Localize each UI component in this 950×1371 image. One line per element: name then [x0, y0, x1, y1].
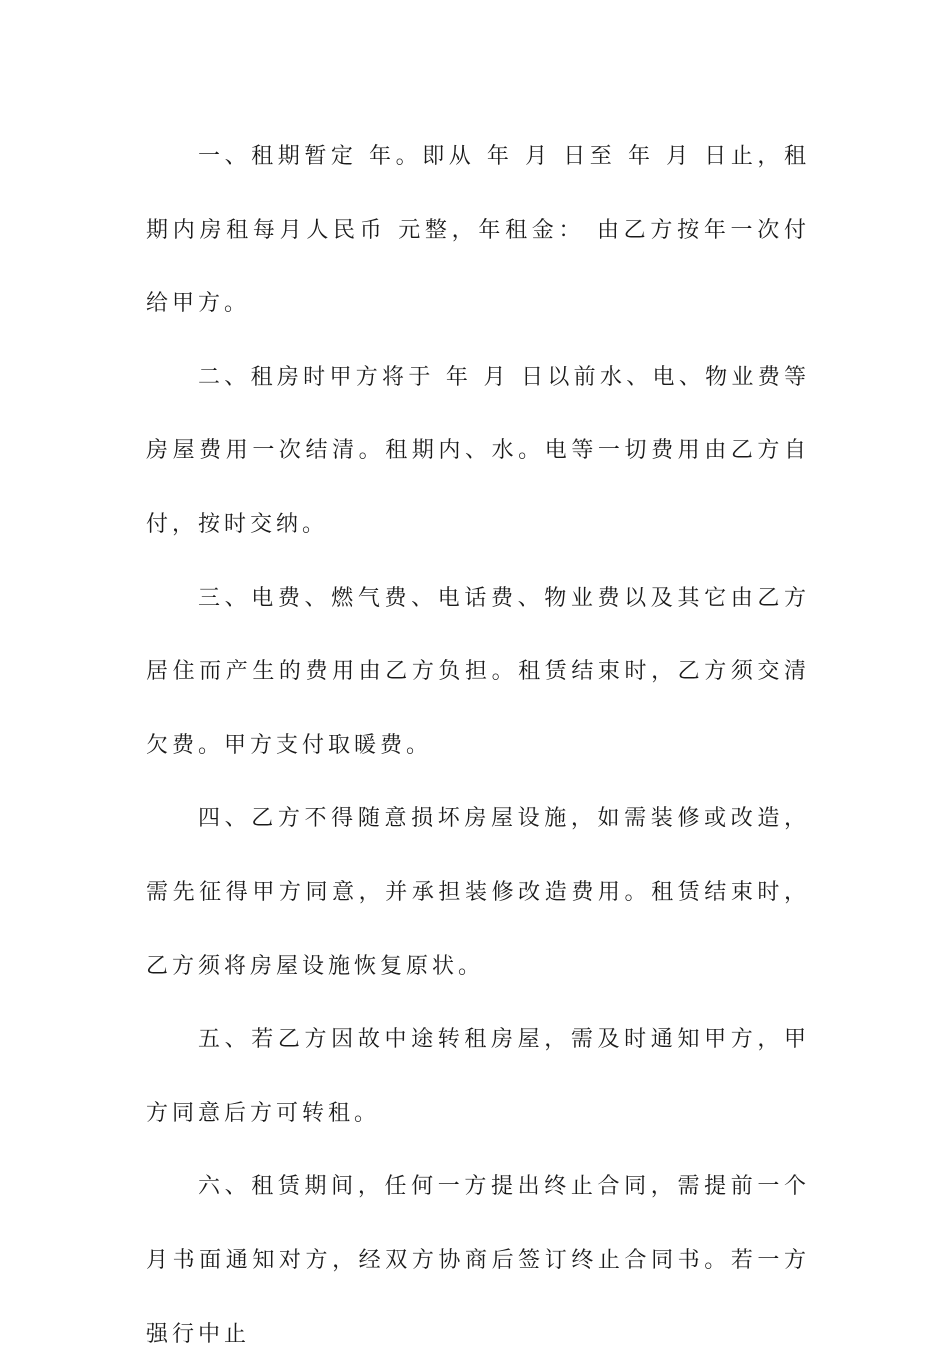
- clause-5: 五、若乙方因故中途转租房屋，需及时通知甲方，甲方同意后方可转租。: [146, 1027, 810, 1126]
- clause-6: 六、租赁期间，任何一方提出终止合同，需提前一个月书面通知对方，经双方协商后签订终止合同书。若一方强行中止: [146, 1174, 810, 1347]
- clause-3: 三、电费、燃气费、电话费、物业费以及其它由乙方居住而产生的费用由乙方负担。租赁结束时，乙方须交清欠费。甲方支付取暖费。: [146, 585, 810, 758]
- clause-4: 四、乙方不得随意损坏房屋设施，如需装修或改造，需先征得甲方同意，并承担装修改造费用。租赁结束时，乙方须将房屋设施恢复原状。: [146, 806, 810, 979]
- document-body: [146, 120, 810, 1371]
- clause-1: 一、租期暂定 年。即从 年 月 日至 年 月 日止，租期内房租每月人民币 元整，年租金： 由乙方按年一次付给甲方。: [146, 144, 810, 317]
- clause-2: 二、租房时甲方将于 年 月 日以前水、电、物业费等房屋费用一次结清。租期内、水。电等一切费用由乙方自付，按时交纳。: [146, 364, 810, 537]
